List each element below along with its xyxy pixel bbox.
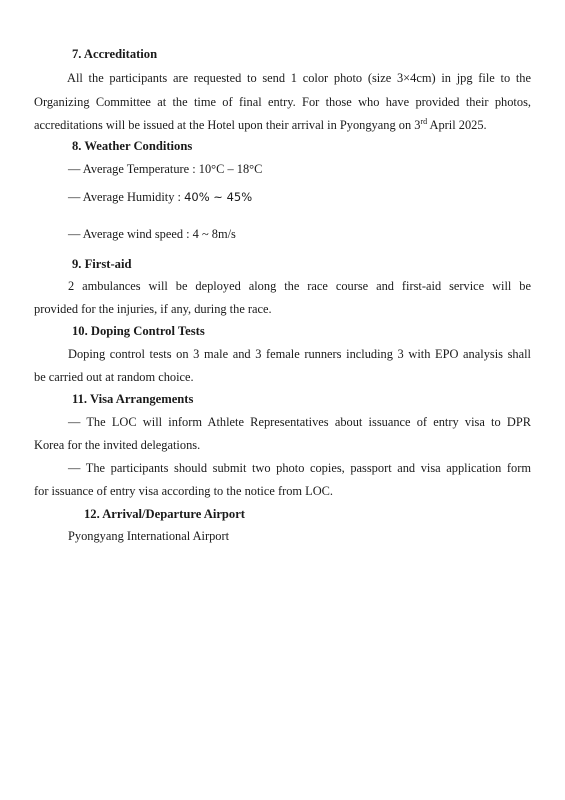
weather-humidity — [68, 190, 252, 205]
visa-line-2: Korea for the invited delegations. — [34, 438, 201, 452]
visa-line-1: — The LOC will inform Athlete Representatives about issuance of entry visa to DPR — [68, 415, 531, 429]
airport-name: Pyongyang International Airport — [68, 529, 230, 543]
heading-weather-conditions: 8. Weather Conditions — [72, 139, 193, 153]
first-aid-line-2: provided for the injuries, if any, during the race. — [34, 302, 272, 316]
weather-humidity-label: — Average Humidity : — [68, 190, 185, 204]
heading-visa-arrangements: 11. Visa Arrangements — [72, 392, 194, 406]
first-aid-line-1: 2 ambulances will be deployed along the race course and first-aid service will be — [68, 279, 531, 293]
heading-doping-control: 10. Doping Control Tests — [72, 324, 205, 338]
accreditation-line-3 — [34, 118, 487, 133]
doping-line-1: Doping control tests on 3 male and 3 female runners including 3 with EPO analysis shall — [68, 347, 531, 361]
heading-arrival-departure-airport: 12. Arrival/Departure Airport — [84, 507, 246, 521]
weather-humidity-value: 40% ~ 45% — [184, 190, 253, 204]
doping-line-2: be carried out at random choice. — [34, 370, 194, 384]
visa-line-4: for issuance of entry visa according to the notice from LOC. — [34, 484, 334, 498]
weather-wind-speed: — Average wind speed : 4 ~ 8m/s — [68, 227, 236, 241]
accreditation-line-1: All the participants are requested to send 1 color photo (size 3×4cm) in jpg file to the — [67, 71, 531, 85]
accreditation-line-3-date: April 2025. — [427, 118, 487, 132]
accreditation-line-3-text: accreditations will be issued at the Hotel upon their arrival in Pyongyang on 3 — [34, 118, 421, 132]
visa-line-3: — The participants should submit two photo copies, passport and visa application form — [68, 461, 531, 475]
weather-temperature: — Average Temperature : 10°C – 18°C — [68, 162, 263, 176]
heading-first-aid: 9. First-aid — [72, 257, 132, 271]
accreditation-line-2: Organizing Committee at the time of final entry. For those who have provided their photos, — [34, 95, 531, 109]
heading-accreditation: 7. Accreditation — [72, 47, 158, 61]
ordinal-suffix: rd — [420, 117, 428, 126]
